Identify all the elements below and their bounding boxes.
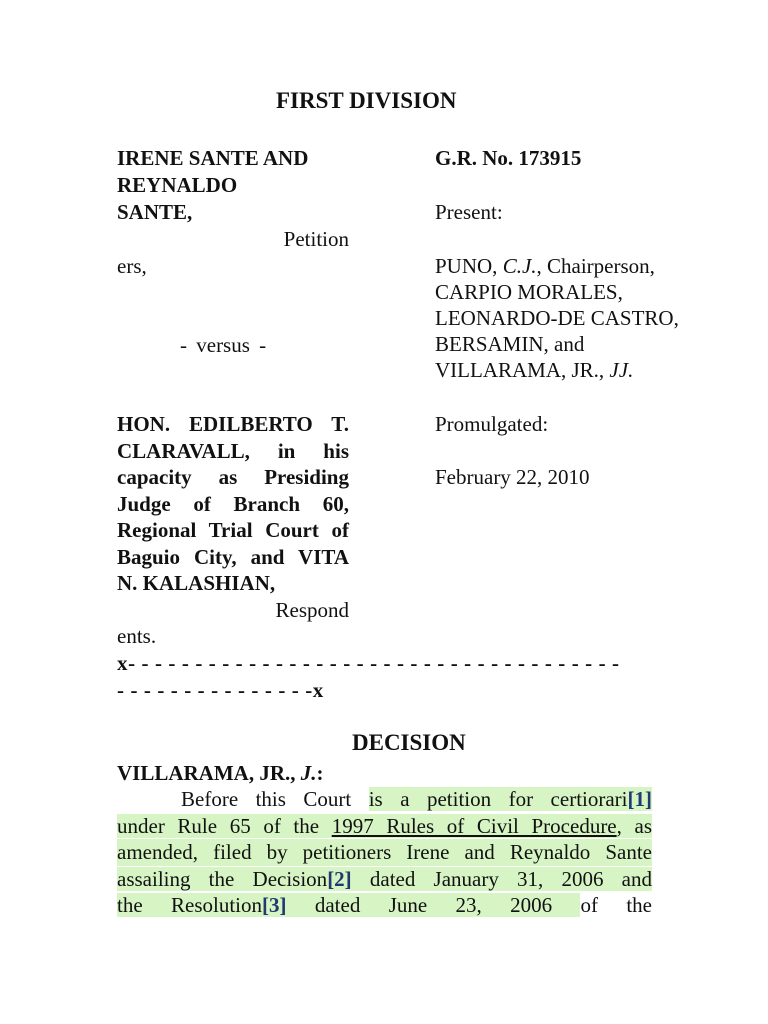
body-text: of the <box>580 893 652 917</box>
bench-line-4: BERSAMIN, and <box>435 332 585 356</box>
bench-puno-role: , Chairperson, <box>536 254 655 278</box>
bench-line-2: CARPIO MORALES, <box>435 280 623 304</box>
body-line-2 <box>117 813 652 840</box>
petitioner-line-3: SANTE, <box>117 200 193 224</box>
bench-line-1 <box>435 253 655 279</box>
rules-reference-link[interactable]: 1997 Rules of Civil Procedure <box>331 813 617 838</box>
highlighted-text: assailing the Decision <box>117 866 328 891</box>
respondent-role-part-1: Respond <box>275 598 349 622</box>
highlighted-text: dated January 31, 2006 and <box>351 866 653 891</box>
body-line-4 <box>117 866 652 893</box>
bench-puno-name: PUNO, <box>435 254 498 278</box>
separator-line-2: - - - - - - - - - - - - - - -x <box>117 678 324 702</box>
versus-label: - versus - <box>180 333 267 357</box>
petitioner-role-part-1: Petition <box>283 227 349 251</box>
footnote-ref-1[interactable]: [1] <box>627 787 653 811</box>
body-line-1 <box>117 786 652 813</box>
bench-puno-title: C.J. <box>502 254 537 278</box>
highlighted-text: is a petition for certiorari <box>368 787 628 811</box>
ponente-title: J. <box>300 761 317 785</box>
respondent-line: CLARAVALL, in his <box>117 438 349 463</box>
promulgated-label: Promulgated: <box>435 412 549 436</box>
present-label: Present: <box>435 200 503 224</box>
separator-line-1: x- - - - - - - - - - - - - - - - - - - - - - - - - - - - - - - - - - - - - <box>117 651 620 675</box>
respondent-line: HON. EDILBERTO T. <box>117 412 349 436</box>
bench-villarama-title: JJ. <box>609 358 634 382</box>
highlighted-text: the Resolution <box>117 893 263 917</box>
highlighted-text: , as <box>616 813 652 838</box>
respondent-line: Judge of Branch 60, <box>117 491 349 516</box>
petitioner-role-part-2: ers, <box>117 254 147 278</box>
footnote-ref-2[interactable]: [2] <box>327 866 352 891</box>
respondent-block <box>117 411 349 597</box>
footnote-ref-3[interactable]: [3] <box>262 893 287 917</box>
respondent-line: Baguio City, and VITA <box>117 544 349 569</box>
promulgated-date: February 22, 2010 <box>435 465 590 489</box>
bench-line-5 <box>435 357 633 383</box>
respondent-line: N. KALASHIAN, <box>117 571 276 595</box>
decision-body-paragraph <box>117 786 652 919</box>
ponente-line <box>117 760 324 786</box>
respondent-role-part-2: ents. <box>117 624 157 648</box>
ponente-name: VILLARAMA, JR., <box>117 761 296 785</box>
body-line-5 <box>117 892 652 919</box>
bench-villarama-name: VILLARAMA, JR., <box>435 358 605 382</box>
decision-heading: DECISION <box>352 730 466 755</box>
respondent-line: capacity as Presiding <box>117 465 349 489</box>
ponente-colon: : <box>316 761 324 785</box>
petitioner-line-2: REYNALDO <box>117 173 238 197</box>
body-text: Before this Court <box>181 787 369 811</box>
division-title: FIRST DIVISION <box>276 88 457 113</box>
body-line-3: amended, filed by petitioners Irene and Reynaldo Sante <box>117 840 652 864</box>
bench-line-3: LEONARDO-DE CASTRO, <box>435 306 679 330</box>
highlighted-text: under Rule 65 of the <box>117 813 332 838</box>
petitioner-line-1: IRENE SANTE AND <box>117 146 309 170</box>
case-number: G.R. No. 173915 <box>435 146 582 170</box>
highlighted-text: dated June 23, 2006 <box>286 893 581 917</box>
respondent-line: Regional Trial Court of <box>117 518 349 542</box>
